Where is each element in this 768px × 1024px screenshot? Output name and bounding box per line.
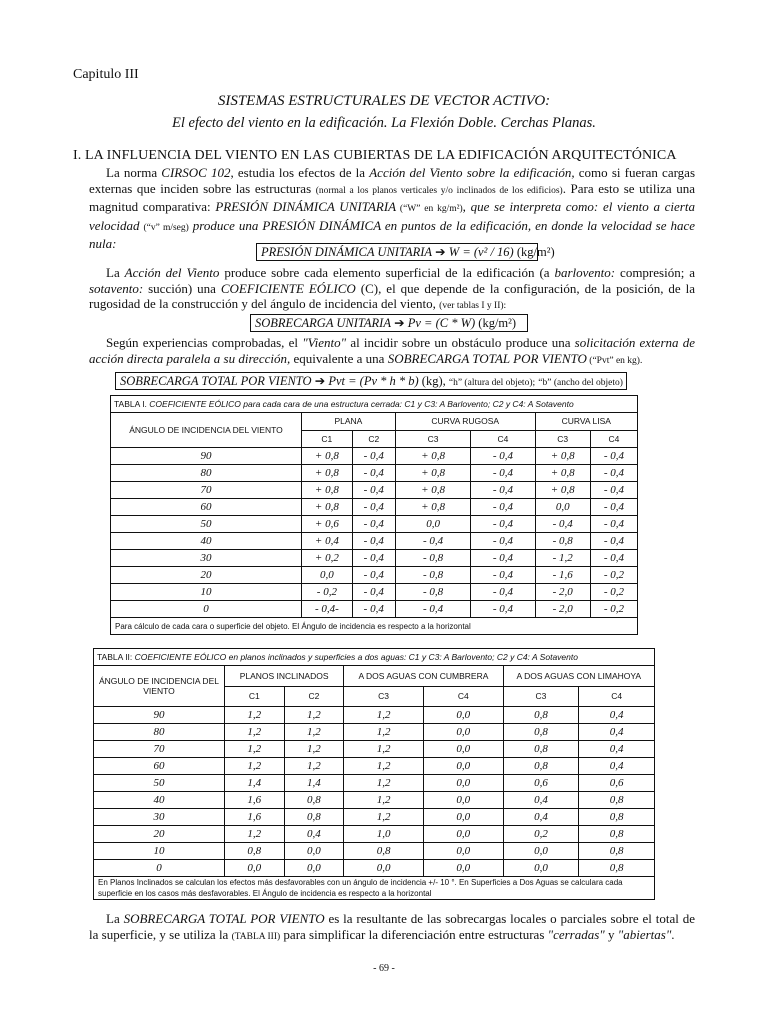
- coefficient-cell: 0,0: [302, 567, 353, 584]
- coefficient-cell: - 0,4: [471, 601, 535, 618]
- coefficient-cell: - 0,4: [395, 601, 471, 618]
- coefficient-cell: - 0,4: [352, 550, 395, 567]
- table-row: [94, 775, 655, 792]
- table2-caption: TABLA II: COEFICIENTE EÓLICO en planos inclinados y superficies a dos aguas: C1 y C3: A Barlovento; C2 y C4: A Sotavento: [94, 649, 655, 666]
- angle-cell: 70: [111, 482, 302, 499]
- formula-sobrecarga-unitaria: SOBRECARGA UNITARIA ➔ Pv = (C * W) (kg/m²): [250, 314, 528, 332]
- coefficient-cell: - 0,4: [471, 550, 535, 567]
- coefficient-cell: 1,2: [344, 809, 424, 826]
- coefficient-cell: + 0,8: [302, 482, 353, 499]
- page-number: - 69 -: [373, 963, 395, 974]
- table-row: [94, 860, 655, 877]
- table-row: [111, 550, 638, 567]
- coefficient-cell: - 0,4: [590, 533, 637, 550]
- coefficient-cell: 0,0: [423, 775, 503, 792]
- coefficient-cell: - 2,0: [535, 584, 590, 601]
- coefficient-cell: 1,2: [225, 724, 285, 741]
- table-row: [111, 567, 638, 584]
- table2-group-header: PLANOS INCLINADOS: [225, 666, 344, 687]
- coefficient-cell: 0,6: [503, 775, 579, 792]
- coefficient-cell: 0,8: [284, 809, 344, 826]
- coefficient-cell: 0,4: [503, 809, 579, 826]
- coefficient-cell: - 0,4: [590, 448, 637, 465]
- coefficient-cell: 0,0: [423, 860, 503, 877]
- angle-cell: 60: [94, 758, 225, 775]
- coefficient-cell: 1,2: [344, 724, 424, 741]
- table-row: [94, 741, 655, 758]
- coefficient-cell: 1,2: [225, 741, 285, 758]
- coefficient-cell: - 0,4: [471, 584, 535, 601]
- table2-group-header: A DOS AGUAS CON CUMBRERA: [344, 666, 503, 687]
- coefficient-cell: 1,2: [344, 707, 424, 724]
- angle-cell: 40: [111, 533, 302, 550]
- coefficient-cell: 0,0: [284, 860, 344, 877]
- angle-cell: 70: [94, 741, 225, 758]
- table1-angle-header: ÁNGULO DE INCIDENCIA DEL VIENTO: [111, 413, 302, 448]
- coefficient-cell: 1,2: [225, 707, 285, 724]
- formula-sobrecarga-total: SOBRECARGA TOTAL POR VIENTO ➔ Pvt = (Pv * h * b) (kg), “h” (altura del objeto); “b” (ancho del objeto): [115, 372, 627, 390]
- coefficient-cell: 0,0: [225, 860, 285, 877]
- coefficient-cell: - 0,4: [352, 499, 395, 516]
- coefficient-cell: 0,8: [284, 792, 344, 809]
- chapter-label: Capitulo III: [73, 67, 139, 82]
- table-subheader: C3: [503, 686, 579, 707]
- paragraph-4: La SOBRECARGA TOTAL POR VIENTO es la resultante de las sobrecargas locales o parciales sobre el total de la superficie, y se utiliza la (TABLA III) para simplificar la diferenciación entre estructuras "cerradas" y "abiertas".: [89, 911, 696, 942]
- coefficient-cell: 1,2: [284, 758, 344, 775]
- coefficient-cell: - 0,4: [535, 516, 590, 533]
- table-coeficiente-eolico-1: [110, 395, 638, 635]
- coefficient-cell: 0,0: [503, 860, 579, 877]
- coefficient-cell: - 0,4: [352, 601, 395, 618]
- table-subheader: C4: [590, 430, 637, 448]
- coefficient-cell: - 0,4: [352, 567, 395, 584]
- coefficient-cell: 1,2: [344, 792, 424, 809]
- table2-note: En Planos Inclinados se calculan los efectos más desfavorables con un ángulo de incidencia +/- 10 °. En Superficies a Dos Aguas se calculara cada superficie en los casos más desfavorables. El Ángulo de incidencia es respecto a la horizontal: [94, 877, 655, 900]
- coefficient-cell: 1,2: [284, 707, 344, 724]
- angle-cell: 30: [111, 550, 302, 567]
- coefficient-cell: - 0,4: [352, 482, 395, 499]
- coefficient-cell: 1,4: [225, 775, 285, 792]
- coefficient-cell: + 0,2: [302, 550, 353, 567]
- coefficient-cell: 1,4: [284, 775, 344, 792]
- coefficient-cell: 0,0: [423, 826, 503, 843]
- coefficient-cell: - 0,4: [395, 533, 471, 550]
- coefficient-cell: 0,0: [395, 516, 471, 533]
- coefficient-cell: 0,0: [423, 758, 503, 775]
- coefficient-cell: 0,8: [579, 860, 655, 877]
- table-row: [111, 533, 638, 550]
- coefficient-cell: 1,6: [225, 809, 285, 826]
- table-subheader: C4: [423, 686, 503, 707]
- formula-presion-dinamica: PRESIÓN DINÁMICA UNITARIA ➔ W = (v² / 16) (kg/m²): [256, 243, 538, 261]
- coefficient-cell: 1,2: [284, 741, 344, 758]
- coefficient-cell: 0,0: [423, 843, 503, 860]
- table1-group-header: PLANA: [302, 413, 396, 431]
- coefficient-cell: 1,2: [284, 724, 344, 741]
- table-subheader: C2: [284, 686, 344, 707]
- table1-group-header: CURVA LISA: [535, 413, 637, 431]
- coefficient-cell: 0,4: [579, 758, 655, 775]
- angle-cell: 30: [94, 809, 225, 826]
- table-row: [94, 809, 655, 826]
- coefficient-cell: 0,0: [284, 843, 344, 860]
- table-subheader: C1: [225, 686, 285, 707]
- table-row: [94, 724, 655, 741]
- coefficient-cell: - 0,4: [590, 499, 637, 516]
- angle-cell: 0: [94, 860, 225, 877]
- coefficient-cell: - 0,2: [590, 584, 637, 601]
- coefficient-cell: 1,2: [344, 758, 424, 775]
- coefficient-cell: 0,8: [503, 724, 579, 741]
- coefficient-cell: + 0,8: [302, 448, 353, 465]
- coefficient-cell: + 0,4: [302, 533, 353, 550]
- coefficient-cell: - 0,4: [471, 533, 535, 550]
- table-row: [94, 843, 655, 860]
- angle-cell: 50: [111, 516, 302, 533]
- coefficient-cell: 0,0: [344, 860, 424, 877]
- title-line-2: El efecto del viento en la edificación. La Flexión Doble. Cerchas Planas.: [172, 115, 596, 131]
- coefficient-cell: - 1,2: [535, 550, 590, 567]
- table2-group-header: A DOS AGUAS CON LIMAHOYA: [503, 666, 654, 687]
- table1-caption: TABLA I. COEFICIENTE EÓLICO para cada cara de una estructura cerrada: C1 y C3: A Barlovento; C2 y C4: A Sotavento: [111, 396, 638, 413]
- title-line-1: SISTEMAS ESTRUCTURALES DE VECTOR ACTIVO:: [217, 93, 551, 109]
- angle-cell: 20: [111, 567, 302, 584]
- coefficient-cell: - 0,4: [471, 567, 535, 584]
- coefficient-cell: + 0,8: [302, 499, 353, 516]
- coefficient-cell: - 0,4: [352, 448, 395, 465]
- coefficient-cell: 0,8: [579, 809, 655, 826]
- coefficient-cell: 0,0: [423, 809, 503, 826]
- section-heading: I. LA INFLUENCIA DEL VIENTO EN LAS CUBIERTAS DE LA EDIFICACIÓN ARQUITECTÓNICA: [73, 148, 677, 163]
- angle-cell: 80: [94, 724, 225, 741]
- coefficient-cell: + 0,8: [535, 465, 590, 482]
- coefficient-cell: 0,0: [535, 499, 590, 516]
- angle-cell: 40: [94, 792, 225, 809]
- paragraph-2: La Acción del Viento produce sobre cada elemento superficial de la edificación (a barlovento: compresión; a sotavento: succión) una COEFICIENTE EÓLICO (C), el que depende de la configuración, de la posición, de la rugosidad de la construcción y del ángulo de incidencia del viento, (ver tablas I y II):: [89, 265, 696, 312]
- coefficient-cell: - 0,4: [471, 499, 535, 516]
- table-coeficiente-eolico-2: [93, 648, 655, 900]
- angle-cell: 10: [94, 843, 225, 860]
- coefficient-cell: 0,6: [579, 775, 655, 792]
- angle-cell: 0: [111, 601, 302, 618]
- table2-angle-header: ÁNGULO DE INCIDENCIA DEL VIENTO: [94, 666, 225, 707]
- table-row: [111, 499, 638, 516]
- angle-cell: 80: [111, 465, 302, 482]
- coefficient-cell: - 0,4: [471, 516, 535, 533]
- table-subheader: C3: [395, 430, 471, 448]
- coefficient-cell: + 0,8: [395, 448, 471, 465]
- table-row: [111, 482, 638, 499]
- coefficient-cell: 0,8: [503, 758, 579, 775]
- angle-cell: 20: [94, 826, 225, 843]
- coefficient-cell: - 0,4: [352, 584, 395, 601]
- coefficient-cell: + 0,8: [395, 465, 471, 482]
- table-row: [111, 516, 638, 533]
- angle-cell: 90: [111, 448, 302, 465]
- table-subheader: C4: [471, 430, 535, 448]
- coefficient-cell: 0,8: [579, 792, 655, 809]
- coefficient-cell: 0,0: [423, 792, 503, 809]
- coefficient-cell: 1,2: [344, 775, 424, 792]
- coefficient-cell: - 0,4: [590, 550, 637, 567]
- coefficient-cell: - 2,0: [535, 601, 590, 618]
- coefficient-cell: 1,6: [225, 792, 285, 809]
- table-subheader: C3: [535, 430, 590, 448]
- table-row: [94, 792, 655, 809]
- coefficient-cell: - 0,2: [590, 567, 637, 584]
- coefficient-cell: + 0,8: [395, 499, 471, 516]
- coefficient-cell: 0,4: [503, 792, 579, 809]
- paragraph-1: La norma CIRSOC 102, estudia los efectos de la Acción del Viento sobre la edificación, como si fueran cargas externas que inciden sobre las estructuras (normal a los planos verticales y/o inclinados de los edificios). Para esto se utiliza una magnitud comparativa: PRESIÓN DINÁMICA UNITARIA (“W” en kg/m²), que se interpreta como: el viento a cierta velocidad (“v” m/seg) produce una PRESIÓN DINÁMICA en puntos de la edificación, en donde la velocidad se hace nula:: [89, 165, 696, 252]
- coefficient-cell: 0,8: [344, 843, 424, 860]
- table-row: [111, 448, 638, 465]
- table-row: [94, 826, 655, 843]
- coefficient-cell: - 0,4: [590, 482, 637, 499]
- coefficient-cell: + 0,8: [302, 465, 353, 482]
- angle-cell: 60: [111, 499, 302, 516]
- coefficient-cell: 0,4: [579, 707, 655, 724]
- coefficient-cell: 0,0: [503, 843, 579, 860]
- coefficient-cell: - 0,8: [395, 567, 471, 584]
- table1-group-header: CURVA RUGOSA: [395, 413, 535, 431]
- coefficient-cell: + 0,8: [535, 482, 590, 499]
- coefficient-cell: - 0,2: [590, 601, 637, 618]
- coefficient-cell: - 0,8: [395, 584, 471, 601]
- coefficient-cell: 0,2: [503, 826, 579, 843]
- table-subheader: C4: [579, 686, 655, 707]
- coefficient-cell: 0,4: [579, 741, 655, 758]
- table-subheader: C2: [352, 430, 395, 448]
- coefficient-cell: 0,8: [503, 707, 579, 724]
- coefficient-cell: - 1,6: [535, 567, 590, 584]
- coefficient-cell: - 0,4: [471, 482, 535, 499]
- coefficient-cell: 1,2: [225, 758, 285, 775]
- coefficient-cell: - 0,4: [352, 533, 395, 550]
- coefficient-cell: 0,0: [423, 707, 503, 724]
- coefficient-cell: - 0,4: [352, 516, 395, 533]
- table-row: [111, 465, 638, 482]
- coefficient-cell: - 0,4: [590, 516, 637, 533]
- coefficient-cell: - 0,2: [302, 584, 353, 601]
- coefficient-cell: + 0,6: [302, 516, 353, 533]
- coefficient-cell: 0,4: [579, 724, 655, 741]
- coefficient-cell: 0,0: [423, 741, 503, 758]
- angle-cell: 50: [94, 775, 225, 792]
- coefficient-cell: - 0,8: [395, 550, 471, 567]
- coefficient-cell: 1,2: [225, 826, 285, 843]
- table1-note: Para cálculo de cada cara o superficie del objeto. El Ángulo de incidencia es respecto a la horizontal: [111, 618, 638, 635]
- coefficient-cell: 0,8: [503, 741, 579, 758]
- table-row: [111, 601, 638, 618]
- coefficient-cell: - 0,4: [471, 465, 535, 482]
- angle-cell: 10: [111, 584, 302, 601]
- coefficient-cell: - 0,4: [471, 448, 535, 465]
- table-subheader: C3: [344, 686, 424, 707]
- coefficient-cell: - 0,4: [352, 465, 395, 482]
- coefficient-cell: 0,4: [284, 826, 344, 843]
- coefficient-cell: - 0,4-: [302, 601, 353, 618]
- coefficient-cell: + 0,8: [395, 482, 471, 499]
- coefficient-cell: - 0,8: [535, 533, 590, 550]
- table-row: [111, 584, 638, 601]
- coefficient-cell: 0,8: [579, 826, 655, 843]
- coefficient-cell: 0,8: [579, 843, 655, 860]
- coefficient-cell: + 0,8: [535, 448, 590, 465]
- coefficient-cell: 0,0: [423, 724, 503, 741]
- coefficient-cell: 1,0: [344, 826, 424, 843]
- table-row: [94, 758, 655, 775]
- table-subheader: C1: [302, 430, 353, 448]
- angle-cell: 90: [94, 707, 225, 724]
- coefficient-cell: 1,2: [344, 741, 424, 758]
- table-row: [94, 707, 655, 724]
- coefficient-cell: - 0,4: [590, 465, 637, 482]
- paragraph-3: Según experiencias comprobadas, el "Viento" al incidir sobre un obstáculo produce una solicitación externa de acción directa paralela a su dirección, equivalente a una SOBRECARGA TOTAL POR VIENTO (“Pvt” en kg).: [89, 335, 695, 366]
- coefficient-cell: 0,8: [225, 843, 285, 860]
